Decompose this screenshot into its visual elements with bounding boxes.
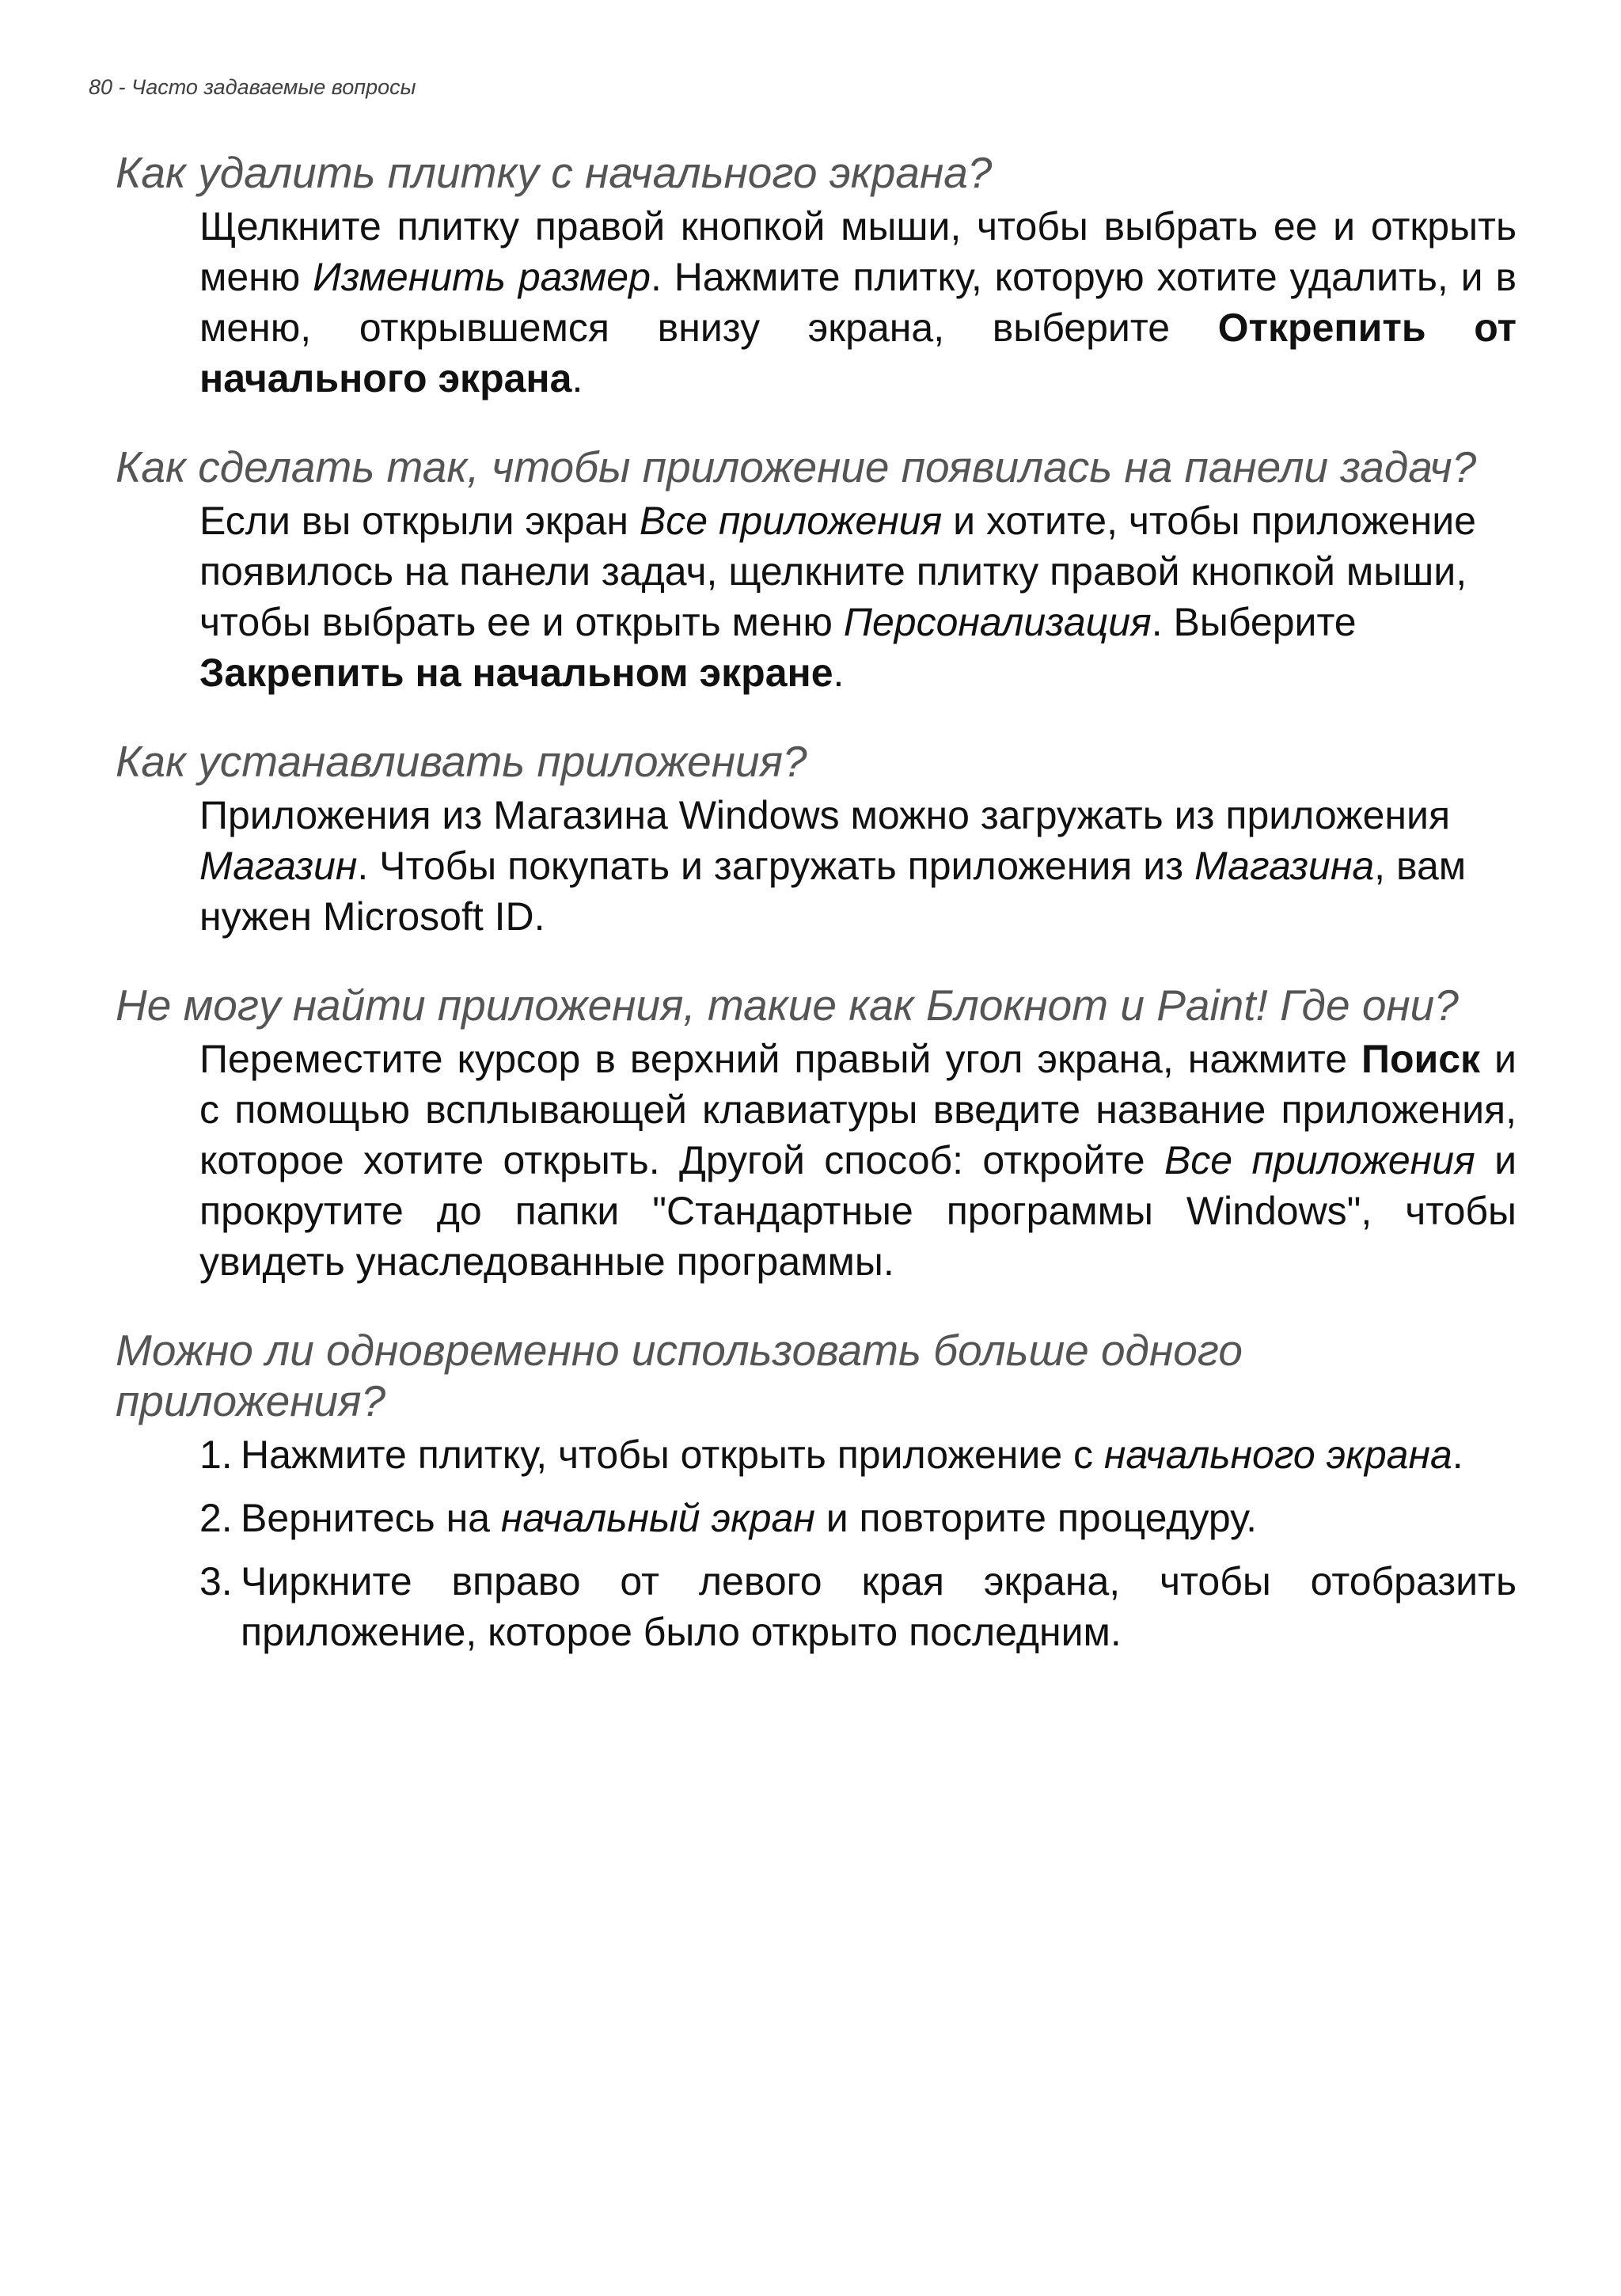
answer-text: Щелкните плитку правой кнопкой мыши, чтобы выбрать ее и открыть меню — [199, 204, 1517, 299]
faq-section-install-apps — [116, 736, 1517, 942]
answer-emphasis: Магазина — [1194, 844, 1375, 888]
faq-question: Как сделать так, чтобы приложение появилась на панели задач? — [116, 442, 1477, 491]
step-number: 1. — [199, 1433, 233, 1477]
answer-text: Если вы открыли экран — [199, 499, 640, 543]
answer-emphasis: Персонализация — [843, 600, 1152, 644]
faq-question: Как удалить плитку с начального экрана? — [116, 148, 993, 197]
faq-question: Можно ли одновременно использовать больше одного приложения? — [116, 1326, 1243, 1425]
step-text: Чиркните вправо от левого края экрана, чтобы отобразить приложение, которое было открыто последним. — [241, 1559, 1517, 1654]
step-text: . — [1452, 1433, 1463, 1477]
steps-list — [199, 1429, 1517, 1657]
step-item — [199, 1556, 1517, 1657]
answer-command: Открепить от начального экрана — [199, 306, 1517, 400]
faq-answer — [199, 790, 1517, 942]
step-text: и повторите процедуру. — [814, 1496, 1258, 1540]
step-item — [199, 1493, 1517, 1543]
step-text: Вернитесь на — [241, 1496, 501, 1540]
answer-emphasis: Все приложения — [639, 499, 943, 543]
answer-text: Приложения из Магазина Windows можно загружать из приложения — [199, 793, 1451, 837]
faq-section-taskbar — [116, 442, 1517, 698]
answer-emphasis: Магазин — [199, 844, 358, 888]
answer-text: . — [571, 356, 583, 400]
page-header: 80 - Часто задаваемые вопросы — [89, 75, 416, 99]
step-emphasis: начального экрана — [1103, 1433, 1452, 1477]
step-number: 2. — [199, 1496, 233, 1540]
answer-command: Поиск — [1361, 1037, 1481, 1081]
answer-text: и прокрутите до папки "Стандартные программы Windows", чтобы увидеть унаследованные программы. — [199, 1138, 1517, 1284]
answer-text: . Чтобы покупать и загружать приложения из — [357, 844, 1194, 888]
faq-question: Как устанавливать приложения? — [116, 737, 807, 786]
answer-command: Закрепить на начальном экране — [199, 651, 833, 695]
step-emphasis: начальный экран — [500, 1496, 815, 1540]
answer-text: и хотите, чтобы приложение появилось на панели задач, щелкните плитку правой кнопкой мыши, чтобы выбрать ее и открыть меню — [199, 499, 1476, 644]
faq-question: Не могу найти приложения, такие как Блокнот и Paint! Где они? — [116, 981, 1459, 1030]
answer-emphasis: Изменить размер — [313, 255, 651, 299]
step-number: 3. — [199, 1559, 233, 1603]
answer-text: Переместите курсор в верхний правый угол экрана, нажмите — [199, 1037, 1362, 1081]
answer-emphasis: Все приложения — [1164, 1138, 1475, 1182]
faq-content — [116, 147, 1517, 1670]
answer-text: . Нажмите плитку, которую хотите удалить, и в меню, открывшемся внизу экрана, выберите — [199, 255, 1517, 350]
step-text: Нажмите плитку, чтобы открыть приложение с — [241, 1433, 1104, 1477]
answer-text: . Выберите — [1151, 600, 1357, 644]
answer-text: и с помощью всплывающей клавиатуры введите название приложения, которое хотите открыть. Другой способ: откройте — [199, 1037, 1517, 1182]
faq-answer — [199, 201, 1517, 404]
faq-answer — [199, 495, 1517, 698]
answer-text: , вам нужен Microsoft ID. — [199, 844, 1467, 939]
faq-section-find-apps — [116, 980, 1517, 1287]
answer-text: . — [833, 651, 845, 695]
step-item — [199, 1429, 1517, 1480]
faq-section-remove-tile — [116, 147, 1517, 404]
faq-answer — [199, 1034, 1517, 1287]
faq-section-multitask — [116, 1325, 1517, 1657]
